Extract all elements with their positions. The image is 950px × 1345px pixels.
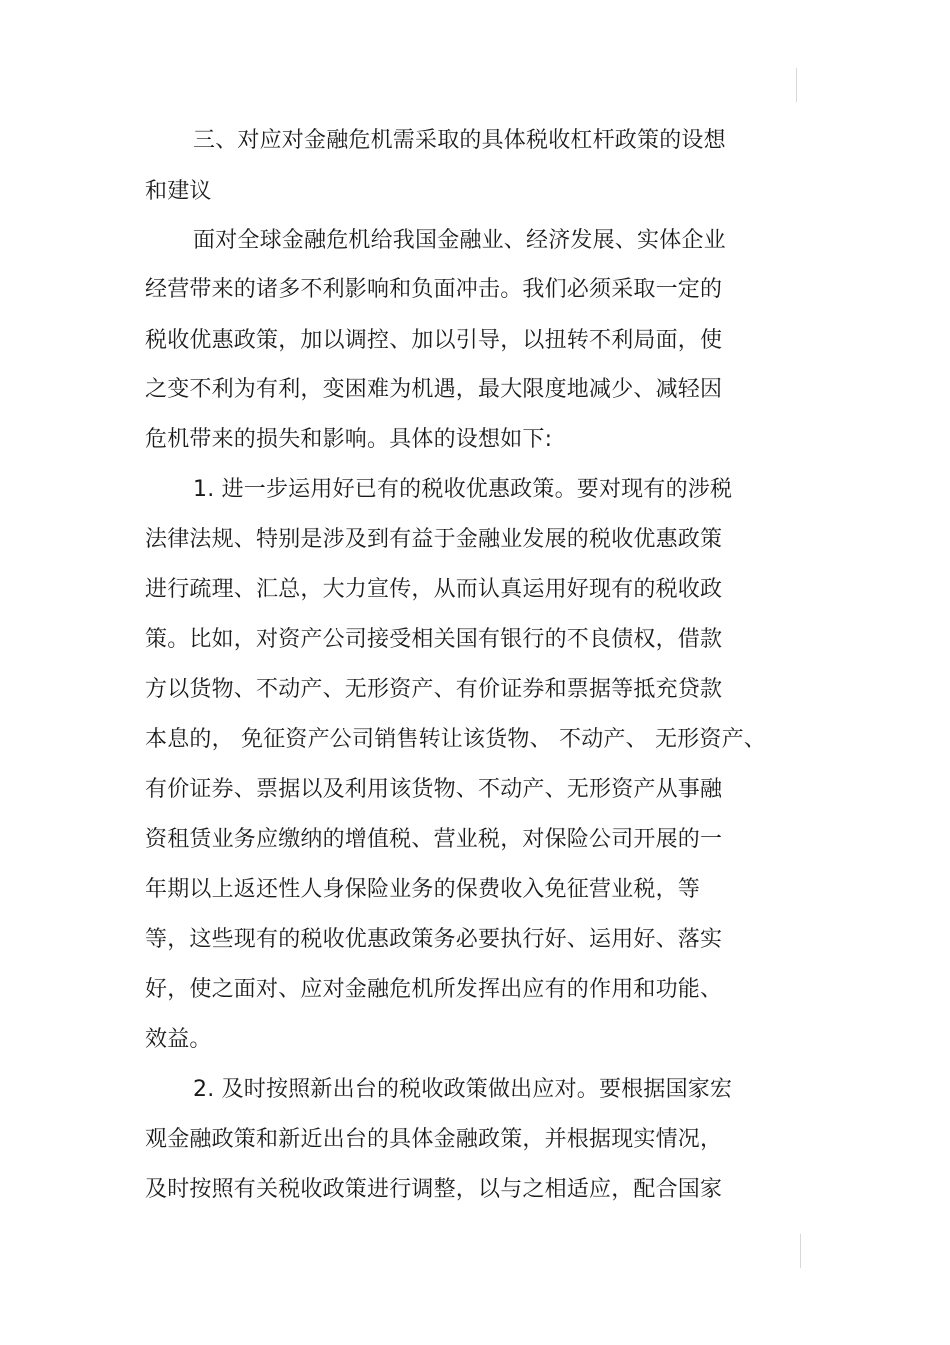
paragraph-line: 等，这些现有的税收优惠政策务必要执行好、运用好、落实 bbox=[145, 927, 723, 952]
corner-mark-bottom bbox=[800, 1234, 801, 1268]
paragraph-line: 策。比如，对资产公司接受相关国有银行的不良债权，借款 bbox=[145, 627, 723, 652]
paragraph-line: 及时按照有关税收政策进行调整，以与之相适应，配合国家 bbox=[145, 1177, 723, 1202]
paragraph-line: 效益。 bbox=[145, 1027, 212, 1052]
paragraph-line: 经营带来的诸多不利影响和负面冲击。我们必须采取一定的 bbox=[145, 277, 723, 302]
corner-mark-top bbox=[796, 68, 797, 102]
paragraph-line: 资租赁业务应缴纳的增值税、营业税，对保险公司开展的一 bbox=[145, 827, 723, 852]
paragraph-line: 法律法规、特别是涉及到有益于金融业发展的税收优惠政策 bbox=[145, 527, 723, 552]
paragraph-line: 税收优惠政策，加以调控、加以引导，以扭转不利局面，使 bbox=[145, 328, 723, 353]
paragraph-line: 有价证券、票据以及利用该货物、不动产、无形资产从事融 bbox=[145, 777, 723, 802]
paragraph-line: 观金融政策和新近出台的具体金融政策，并根据现实情况， bbox=[145, 1127, 723, 1152]
paragraph-line: 好，使之面对、应对金融危机所发挥出应有的作用和功能、 bbox=[145, 977, 723, 1002]
paragraph-line: 年期以上返还性人身保险业务的保费收入免征营业税，等 bbox=[145, 877, 701, 902]
paragraph-line: 之变不利为有利，变困难为机遇，最大限度地减少、减轻因 bbox=[145, 377, 723, 402]
paragraph-line: 危机带来的损失和影响。具体的设想如下: bbox=[145, 427, 553, 452]
section-heading-line-2: 和建议 bbox=[145, 179, 212, 204]
paragraph-line: 2. 及时按照新出台的税收政策做出应对。要根据国家宏 bbox=[193, 1077, 733, 1102]
paragraph-line: 方以货物、不动产、无形资产、有价证券和票据等抵充贷款 bbox=[145, 677, 723, 702]
section-heading-line-1: 三、对应对金融危机需采取的具体税收杠杆政策的设想 bbox=[193, 128, 726, 153]
paragraph-line: 面对全球金融危机给我国金融业、经济发展、实体企业 bbox=[193, 228, 726, 253]
paragraph-line: 进行疏理、汇总，大力宣传，从而认真运用好现有的税收政 bbox=[145, 577, 723, 602]
paragraph-line: 1. 进一步运用好已有的税收优惠政策。要对现有的涉税 bbox=[193, 477, 733, 502]
paragraph-line: 本息的， 免征资产公司销售转让该货物、 不动产、 无形资产、 bbox=[145, 727, 766, 752]
